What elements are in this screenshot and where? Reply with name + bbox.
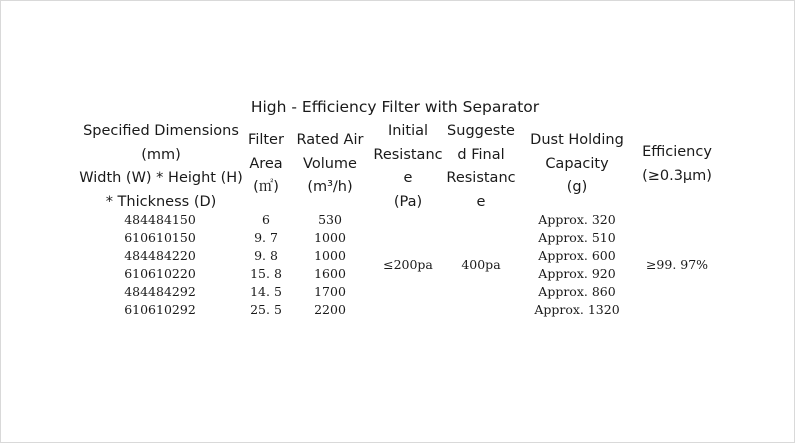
cell-filter-area: 25. 5 — [250, 302, 282, 317]
cell-dimensions: 484484220 — [124, 248, 196, 263]
header-filter-area: Filter Area (㎡) — [248, 132, 284, 195]
cell-rated-air-volume: 1000 — [314, 248, 346, 263]
cell-efficiency: ≥99. 97% — [645, 257, 709, 272]
cell-dust-holding-capacity: Approx. 320 — [538, 212, 616, 227]
cell-dimensions: 484484292 — [124, 284, 196, 299]
cell-final-resistance: 400pa — [461, 257, 501, 272]
cell-rated-air-volume: 1700 — [314, 284, 346, 299]
cell-dust-holding-capacity: Approx. 600 — [538, 248, 616, 263]
header-dimensions: Specified Dimensions (mm) Width (W) * Height (H) * Thickness (D) — [79, 123, 243, 210]
column-dimensions — [100, 211, 220, 319]
header-final-resistance: Suggeste d Final Resistanc e — [446, 123, 516, 210]
column-dust-holding-capacity — [522, 211, 632, 319]
cell-rated-air-volume: 1000 — [314, 230, 346, 245]
table-title: High - Efficiency Filter with Separator — [250, 98, 540, 116]
cell-filter-area: 14. 5 — [250, 284, 282, 299]
cell-rated-air-volume: 530 — [318, 212, 342, 227]
cell-dust-holding-capacity: Approx. 920 — [538, 266, 616, 281]
header-rated-air-volume: Rated Air Volume (m³/h) — [296, 132, 364, 195]
cell-dimensions: 610610220 — [124, 266, 196, 281]
cell-dust-holding-capacity: Approx. 1320 — [534, 302, 620, 317]
cell-filter-area: 6 — [262, 212, 270, 227]
cell-dimensions: 484484150 — [124, 212, 196, 227]
cell-initial-resistance: ≤200pa — [383, 257, 433, 272]
column-rated-air-volume — [291, 211, 369, 319]
cell-dust-holding-capacity: Approx. 510 — [538, 230, 616, 245]
column-filter-area — [240, 211, 292, 319]
cell-filter-area: 9. 7 — [254, 230, 278, 245]
cell-rated-air-volume: 1600 — [314, 266, 346, 281]
cell-filter-area: 15. 8 — [250, 266, 282, 281]
cell-dimensions: 610610292 — [124, 302, 196, 317]
header-dust-holding-capacity: Dust Holding Capacity (g) — [530, 132, 624, 195]
cell-dimensions: 610610150 — [124, 230, 196, 245]
cell-dust-holding-capacity: Approx. 860 — [538, 284, 616, 299]
header-initial-resistance: Initial Resistanc e (Pa) — [373, 123, 443, 210]
header-efficiency: Efficiency (≥0.3μm) — [642, 144, 712, 184]
cell-filter-area: 9. 8 — [254, 248, 278, 263]
cell-rated-air-volume: 2200 — [314, 302, 346, 317]
